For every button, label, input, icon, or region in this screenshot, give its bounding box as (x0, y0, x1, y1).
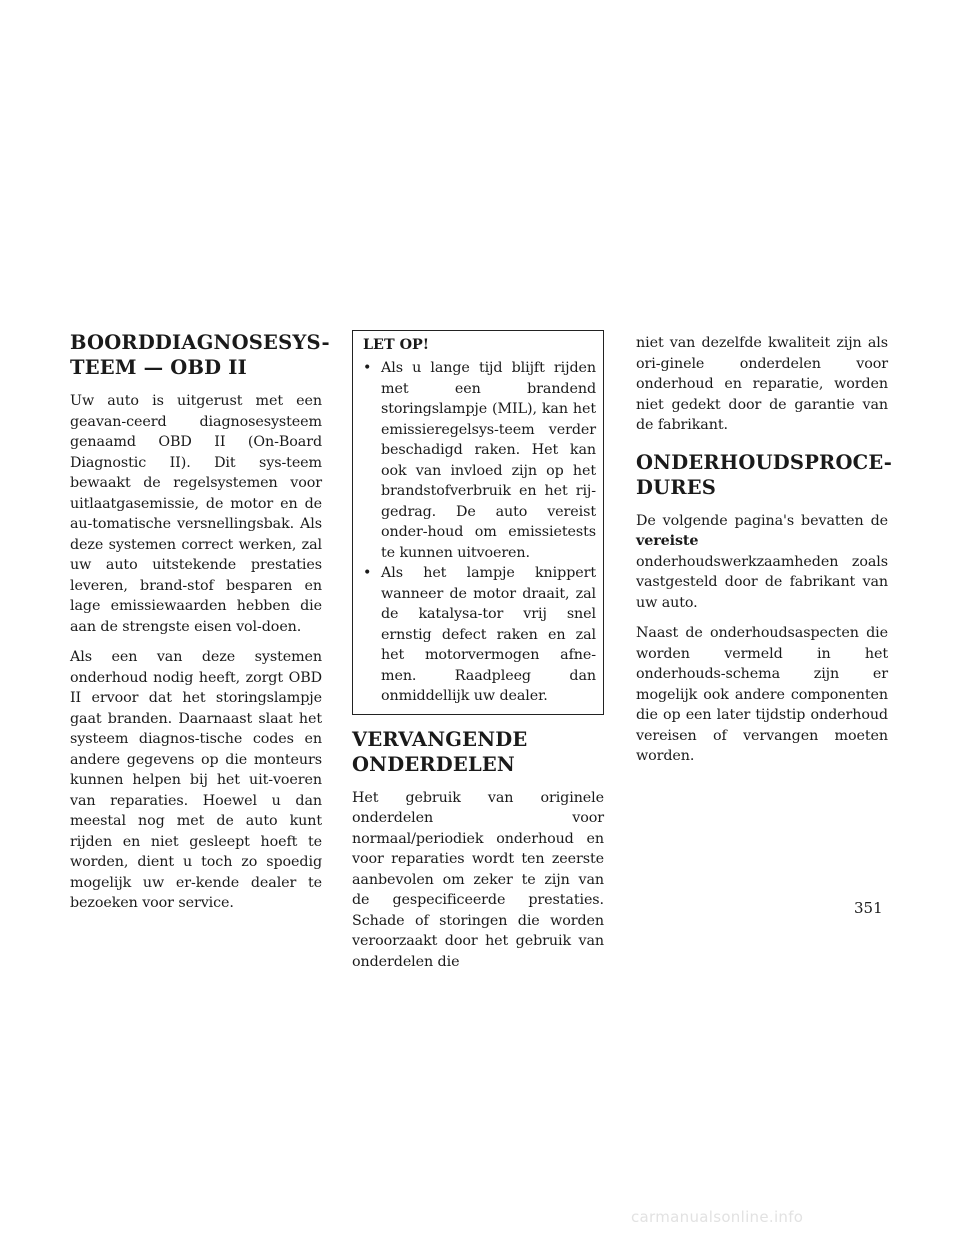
text-before-bold: De volgende pagina's bevatten de (636, 512, 888, 529)
paragraph-maintenance-other: Naast de onderhoudsaspecten die worden vermeld in het onderhouds-schema zijn er mogelijk ook andere componenten die op een later tijdstip onderhoud vereisen of vervangen moeten worden. (636, 625, 888, 764)
caution-title: LET OP! (363, 337, 430, 353)
heading-obd: BOORDDIAGNOSESYS- TEEM — OBD II (70, 331, 330, 379)
paragraph-obd-service: Als een van deze systemen onderhoud nodig heeft, zorgt OBD II ervoor dat het storingslampje gaat branden. Daarnaast slaat het systeem diagnos-tische codes en andere gegevens op die monteurs kunnen helpen bij het uit-voeren van reparaties. Hoewel u dan meestal nog met de auto kunt rijden en niet gesleept hoeft te worden, dient u toch zo spoedig mogelijk uw er-kende dealer te bezoeken voor service. (70, 649, 322, 911)
caution-item (363, 358, 596, 563)
caution-box (352, 330, 604, 715)
bullet-icon: • (363, 360, 372, 376)
heading-replacement-parts: VERVANGENDE ONDERDELEN (352, 727, 528, 776)
page-number: 351 (854, 899, 883, 917)
caution-item (363, 563, 596, 707)
text-after-bold: onderhoudswerkzaamheden zoals vastgesteld door de fabrikant van uw auto. (636, 553, 888, 611)
bold-term: vereiste (636, 533, 699, 549)
column-middle (352, 330, 604, 982)
paragraph-replacement-parts: Het gebruik van originele onderdelen voor normaal/periodiek onderhoud en voor reparaties wordt ten zeerste aanbevolen om zeker te zijn van de gespecificeerde prestaties. Schade of storingen die worden veroorzaakt door het gebruik van onderdelen die (352, 789, 604, 970)
heading-maintenance-procedures: ONDERHOUDSPROCE- DURES (636, 450, 893, 499)
bullet-icon: • (363, 565, 372, 581)
paragraph-obd-intro: Uw auto is uitgerust met een geavan-ceerd diagnosesysteem genaamd OBD II (On-Board Diagnostic II). Dit sys-teem bewaakt de regelsystemen voor uitlaatgasemissie, de motor en de au-tomatische versnellingsbak. Als deze systemen correct werken, zal uw auto uitstekende prestaties leveren, brand-stof besparen en lage emissiewaarden hebben die aan de strengste eisen vol-doen. (70, 393, 322, 635)
paragraph-maintenance-intro (636, 511, 888, 614)
column-left (70, 330, 330, 924)
caution-item-text: Als u lange tijd blijft rijden met een brandend storingslampje (MIL), kan het emissieregelsys-teem verder beschadigd raken. Het kan ook van invloed zijn op het brandstofverbruik en het rij-gedrag. De auto vereist onder-houd om emissietests te kunnen uitvoeren. (381, 360, 596, 561)
column-right (636, 333, 893, 777)
caution-item-text: Als het lampje knippert wanneer de motor draait, zal de katalysa-tor vrij snel ernstig defect raken en zal het motorvermogen afne-men. Raadpleeg dan onmiddellijk uw dealer. (381, 565, 596, 704)
caution-list (363, 358, 596, 707)
paragraph-continuation: niet van dezelfde kwaliteit zijn als ori-ginele onderdelen voor onderhoud en reparatie, worden niet gedekt door de garantie van de fabrikant. (636, 335, 888, 433)
watermark: carmanualsonline.info (631, 1208, 804, 1226)
